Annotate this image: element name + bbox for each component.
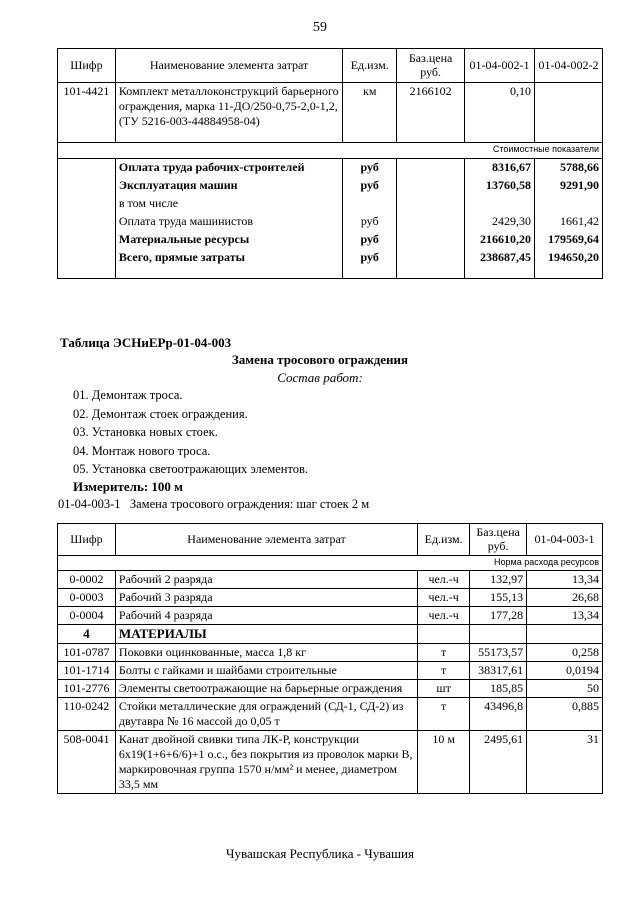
row-price xyxy=(397,177,465,195)
row-value: 50 xyxy=(527,680,603,698)
row-name: Рабочий 3 разряда xyxy=(115,589,417,607)
row-price: 132,97 xyxy=(470,571,527,589)
item-name: Комплект металлоконструкций барьерного ограждения, марка 11-ДО/250-0,75-2,0-1,2, (ТУ 5216-003-44884958-04) xyxy=(115,83,342,143)
row-code: 101-0787 xyxy=(58,644,116,662)
row-unit: чел.-ч xyxy=(418,571,470,589)
row-name: Канат двойной свивки типа ЛК-Р, конструкции 6х19(1+6+6/6)+1 о.с., без покрытия из проволок марки В, маркировочная группа 1570 н/мм² и менее, диаметром 33,5 мм xyxy=(115,731,417,794)
header-name: Наименование элемента затрат xyxy=(115,524,417,556)
row-unit: руб xyxy=(343,249,397,267)
materials-header-row xyxy=(58,625,603,644)
item-unit: км xyxy=(343,83,397,143)
meter: Измеритель: 100 м xyxy=(73,479,184,494)
row-price: 38317,61 xyxy=(470,662,527,680)
table-row xyxy=(58,231,603,249)
row-unit: чел.-ч xyxy=(418,589,470,607)
row-name: Эксплуатация машин xyxy=(115,177,342,195)
row-v1: 8316,67 xyxy=(465,159,535,177)
row-code: 101-1714 xyxy=(58,662,116,680)
row-v2: 9291,90 xyxy=(535,177,603,195)
header-price: Баз.цена руб. xyxy=(397,49,465,83)
row-price: 43496,8 xyxy=(470,698,527,731)
row-code xyxy=(58,177,116,195)
section-label: Стоимостные показатели xyxy=(58,143,603,159)
row-price xyxy=(397,249,465,267)
table-row xyxy=(58,731,603,794)
header-name: Наименование элемента затрат xyxy=(115,49,342,83)
row-code: 101-2776 xyxy=(58,680,116,698)
list-item: 02. Демонтаж стоек ограждения. xyxy=(73,406,248,421)
row-price: 185,85 xyxy=(470,680,527,698)
row-v1: 216610,20 xyxy=(465,231,535,249)
row-v2 xyxy=(535,195,603,213)
row-name: Всего, прямые затраты xyxy=(115,249,342,267)
table-row xyxy=(58,698,603,731)
row-v2: 5788,66 xyxy=(535,159,603,177)
row-unit: т xyxy=(418,662,470,680)
row-name: Элементы светоотражающие на барьерные ограждения xyxy=(115,680,417,698)
row-unit: т xyxy=(418,644,470,662)
table-row xyxy=(58,249,603,267)
row-unit: чел.-ч xyxy=(418,607,470,625)
list-item: 01. Демонтаж троса. xyxy=(73,388,183,402)
row-price xyxy=(397,213,465,231)
row-unit: т xyxy=(418,698,470,731)
header-col2: 01-04-002-2 xyxy=(535,49,603,83)
item-v1: 0,10 xyxy=(465,83,535,143)
row-value: 31 xyxy=(527,731,603,794)
row-value: 13,34 xyxy=(527,571,603,589)
row-v2: 194650,20 xyxy=(535,249,603,267)
variant-line: 01-04-003-1 Замена тросового ограждения: шаг стоек 2 м xyxy=(58,497,370,511)
row-value: 0,258 xyxy=(527,644,603,662)
row-name: Болты с гайками и шайбами строительные xyxy=(115,662,417,680)
row-v1 xyxy=(465,195,535,213)
row-name: Рабочий 4 разряда xyxy=(115,607,417,625)
header-code: Шифр xyxy=(58,49,116,83)
row-value: 0,0194 xyxy=(527,662,603,680)
row-code xyxy=(58,231,116,249)
list-item: 04. Монтаж нового троса. xyxy=(73,443,211,458)
table-row xyxy=(58,571,603,589)
row-price xyxy=(397,159,465,177)
section-subtitle: Состав работ: xyxy=(277,370,363,385)
table-row xyxy=(58,159,603,177)
materials-code: 4 xyxy=(58,625,116,644)
row-unit: руб xyxy=(343,159,397,177)
row-unit: руб xyxy=(343,213,397,231)
row-price xyxy=(397,195,465,213)
table-row xyxy=(58,680,603,698)
row-v1: 238687,45 xyxy=(465,249,535,267)
row-name: Оплата труда рабочих-строителей xyxy=(115,159,342,177)
item-v2 xyxy=(535,83,603,143)
table-row xyxy=(58,213,603,231)
row-v1: 2429,30 xyxy=(465,213,535,231)
row-code: 508-0041 xyxy=(58,731,116,794)
table-row xyxy=(58,589,603,607)
materials-label: МАТЕРИАЛЫ xyxy=(115,625,417,644)
table-row xyxy=(58,83,603,143)
row-v2: 1661,42 xyxy=(535,213,603,231)
row-name: Поковки оцинкованные, масса 1,8 кг xyxy=(115,644,417,662)
page-number: 59 xyxy=(313,20,327,35)
header-unit: Ед.изм. xyxy=(343,49,397,83)
header-col1: 01-04-002-1 xyxy=(465,49,535,83)
row-code xyxy=(58,195,116,213)
row-price: 2495,61 xyxy=(470,731,527,794)
row-price xyxy=(397,231,465,249)
row-value: 26,68 xyxy=(527,589,603,607)
material-rows xyxy=(58,644,603,794)
footer: Чувашская Республика - Чувашия xyxy=(226,846,414,861)
row-code xyxy=(58,249,116,267)
header-price: Баз.цена руб. xyxy=(470,524,527,556)
row-unit: шт xyxy=(418,680,470,698)
cost-table-01-04-002 xyxy=(57,48,603,279)
worker-rows xyxy=(58,571,603,625)
row-v1: 13760,58 xyxy=(465,177,535,195)
row-unit: руб xyxy=(343,231,397,249)
header-col1: 01-04-003-1 xyxy=(527,524,603,556)
cost-rows xyxy=(58,159,603,279)
list-item: 05. Установка светоотражающих элементов. xyxy=(73,462,309,476)
works-list xyxy=(73,388,308,481)
row-price: 177,28 xyxy=(470,607,527,625)
row-price: 55173,57 xyxy=(470,644,527,662)
row-name: Стойки металлические для ограждений (СД-1, СД-2) из двутавра № 16 массой до 0,05 т xyxy=(115,698,417,731)
row-code: 0-0004 xyxy=(58,607,116,625)
row-v2: 179569,64 xyxy=(535,231,603,249)
row-unit: руб xyxy=(343,177,397,195)
row-name: Рабочий 2 разряда xyxy=(115,571,417,589)
row-code: 0-0003 xyxy=(58,589,116,607)
row-code xyxy=(58,159,116,177)
item-price: 2166102 xyxy=(397,83,465,143)
item-code: 101-4421 xyxy=(58,83,116,143)
header-code: Шифр xyxy=(58,524,116,556)
table-row xyxy=(58,607,603,625)
row-name: Материальные ресурсы xyxy=(115,231,342,249)
row-code xyxy=(58,213,116,231)
row-value: 0,885 xyxy=(527,698,603,731)
list-item: 03. Установка новых стоек. xyxy=(73,425,218,439)
row-value: 13,34 xyxy=(527,607,603,625)
section-title: Замена тросового ограждения xyxy=(231,352,409,367)
row-code: 110-0242 xyxy=(58,698,116,731)
resource-table-01-04-003 xyxy=(57,523,603,794)
table-row xyxy=(58,195,603,213)
row-unit xyxy=(343,195,397,213)
row-unit: 10 м xyxy=(418,731,470,794)
table-label: Таблица ЭСНиЕРр-01-04-003 xyxy=(60,335,232,350)
table-row xyxy=(58,644,603,662)
norm-label: Норма расхода ресурсов xyxy=(58,556,603,571)
row-name: Оплата труда машинистов xyxy=(115,213,342,231)
row-price: 155,13 xyxy=(470,589,527,607)
table-row xyxy=(58,662,603,680)
header-unit: Ед.изм. xyxy=(418,524,470,556)
table-row xyxy=(58,177,603,195)
row-name: в том числе xyxy=(115,195,342,213)
row-code: 0-0002 xyxy=(58,571,116,589)
